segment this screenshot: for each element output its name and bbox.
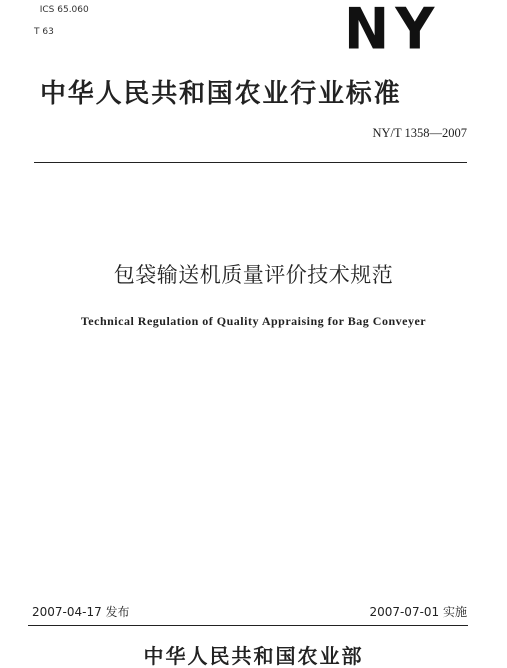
- ccs-code: T 63: [34, 27, 54, 37]
- ics-code: ICS 65.060: [39, 5, 89, 15]
- document-title-cn: 包袋输送机质量评价技术规范: [113, 263, 394, 287]
- publisher: 中华人民共和国农业部: [143, 644, 364, 668]
- ny-logo: NY: [344, 0, 441, 62]
- classification-code: [34, 0, 89, 49]
- header-divider: [34, 162, 467, 163]
- standard-title: 中华人民共和国农业行业标准: [40, 79, 402, 109]
- implementation-date: 2007-07-01 实施: [369, 605, 467, 619]
- document-title-en: Technical Regulation of Quality Appraising for Bag Conveyer: [80, 314, 427, 328]
- footer-divider: [28, 625, 468, 626]
- issue-date: 2007-04-17 发布: [32, 605, 130, 619]
- standard-number: NY/T 1358—2007: [372, 126, 467, 140]
